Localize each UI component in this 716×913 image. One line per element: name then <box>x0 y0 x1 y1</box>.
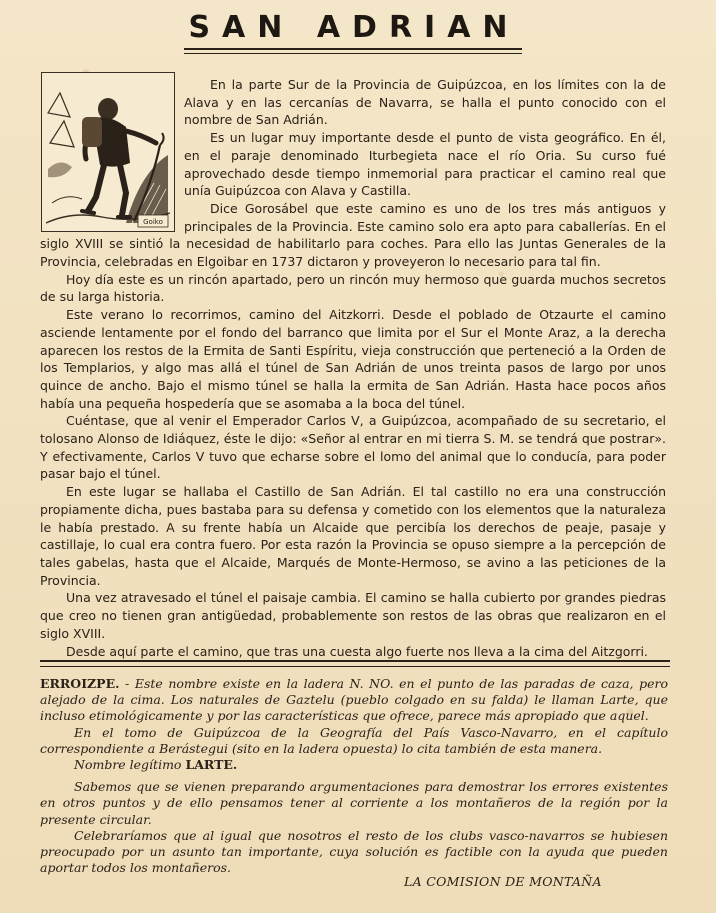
note-nombre-value: LARTE. <box>185 757 238 773</box>
note-sabemos: Sabemos que se vienen preparando argumentaciones para demostrar los errores existentes en otros puntos y de ello pensamos tener al corriente a los montañeros de la región por la presente circular. <box>40 779 668 827</box>
illustration-signature: Goiko <box>143 218 163 226</box>
notes-section <box>40 676 668 876</box>
paragraph: Hoy día este es un rincón apartado, pero un rincón muy hermoso que guarda muchos secretos de su larga historia. <box>40 271 666 305</box>
paragraph: En este lugar se hallaba el Castillo de San Adrián. El tal castillo no era una construcción propiamente dicha, pues bastaba para su defensa y cometido con los elementos que la naturaleza le había prestado. A su frente había un Alcaide que percibía los derechos de peaje, pasaje y castillaje, lo cual era contra fuero. Por esta razón la Provincia se opuso siempre a la percepción de tales gabelas, hasta que el Alcaide, Marqués de Monte-Hermoso, se avino a las peticiones de la Provincia. <box>40 484 666 588</box>
paragraph: Desde aquí parte el camino, que tras una cuesta algo fuerte nos lleva a la cima del Aitzgorri. <box>66 643 648 659</box>
paragraph: Cuéntase, que al venir el Emperador Carlos V, a Guipúzcoa, acompañado de su secretario, el tolosano Alonso de Idiáquez, éste le dijo: «Señor al entrar en mi tierra S. M. se tendrá que postrar». Y efectivamente, Carlos V tuvo que echarse sobre el lomo del animal que lo conducía, para poder pasar bajo el túnel. <box>40 413 666 482</box>
illustration-spacer <box>40 76 184 224</box>
section-divider <box>40 660 670 667</box>
paragraph: Una vez atravesado el túnel el paisaje cambia. El camino se halla cubierto por grandes piedras que creo no tienen gran antigüedad, probablemente son restos de las obras que realizaron en el siglo XVIII. <box>40 590 666 641</box>
closing-signature: LA COMISION DE MONTAÑA <box>404 874 602 889</box>
paragraph: Este verano lo recorrimos, camino del Aitzkorri. Desde el poblado de Otzaurte el camino asciende lentamente por el fondo del barranco que limita por el Sur el Monte Araz, a la derecha aparecen los restos de la Ermita de Santi Espíritu, vieja construcción que perteneció a la Orden de los Templarios, y algo mas allá el túnel de San Adrián de unos treinta pasos de largo por unos quince de ancho. Bajo el mismo túnel se halla la ermita de San Adrián. Hasta hace pocos años había una pequeña hospedería que se asomaba a la boca del túnel. <box>40 307 666 411</box>
note-celebrariamos: Celebraríamos que al igual que nosotros el resto de los clubs vasco-navarros se hubiesen preocupado por un asunto tan importante, cuya solución es factible con la ayuda que pueden aportar todos los montañeros. <box>40 827 668 876</box>
note-term: ERROIZPE. <box>40 676 120 691</box>
note-nombre <box>40 757 668 773</box>
note-geografia: En el tomo de Guipúzcoa de la Geografía del País Vasco-Navarro, en el capítulo correspondiente a Berástegui (sito en la ladera opuesta) lo cita también de esta manera. <box>40 724 668 756</box>
note-erroizpe <box>40 676 668 725</box>
paragraph: Dice Gorosábel que este camino es uno de los tres más antiguos y principales de la Provincia. Este camino solo era apto para caballerías. En el siglo XVIII se sintió la necesidad de habilitarlo para coches. Para ello las Juntas Generales de la Provincia, celebradas en Elgoibar en 1737 dictaron y proveyeron lo necesario para tal fin. <box>40 200 666 270</box>
title-underline <box>184 48 522 54</box>
article-body <box>40 76 666 660</box>
note-text: - Este nombre existe en la ladera N. NO. en el punto de las paradas de caza, pero alejado de la cima. Los naturales de Gaztelu (pueblo colgado en su falda) le llaman Larte, que incluso etimológicamente y por las características que ofrece, parece más apropiado que aquel. <box>40 676 668 724</box>
page-title: SAN ADRIAN <box>188 10 520 45</box>
paragraph: En la parte Sur de la Provincia de Guipúzcoa, en los límites con la de Alava y en las cercanías de Navarra, se halla el punto conocido con el nombre de San Adrián. <box>184 77 666 128</box>
paragraph: Es un lugar muy importante desde el punto de vista geográfico. En él, en el paraje denominado Iturbegieta nace el río Oria. Su curso fué aprovechado desde tiempo inmemorial para practicar el camino real que unía Guipúzcoa con Alava y Castilla. <box>184 130 666 199</box>
note-nombre-prefix: Nombre legítimo <box>74 757 186 773</box>
